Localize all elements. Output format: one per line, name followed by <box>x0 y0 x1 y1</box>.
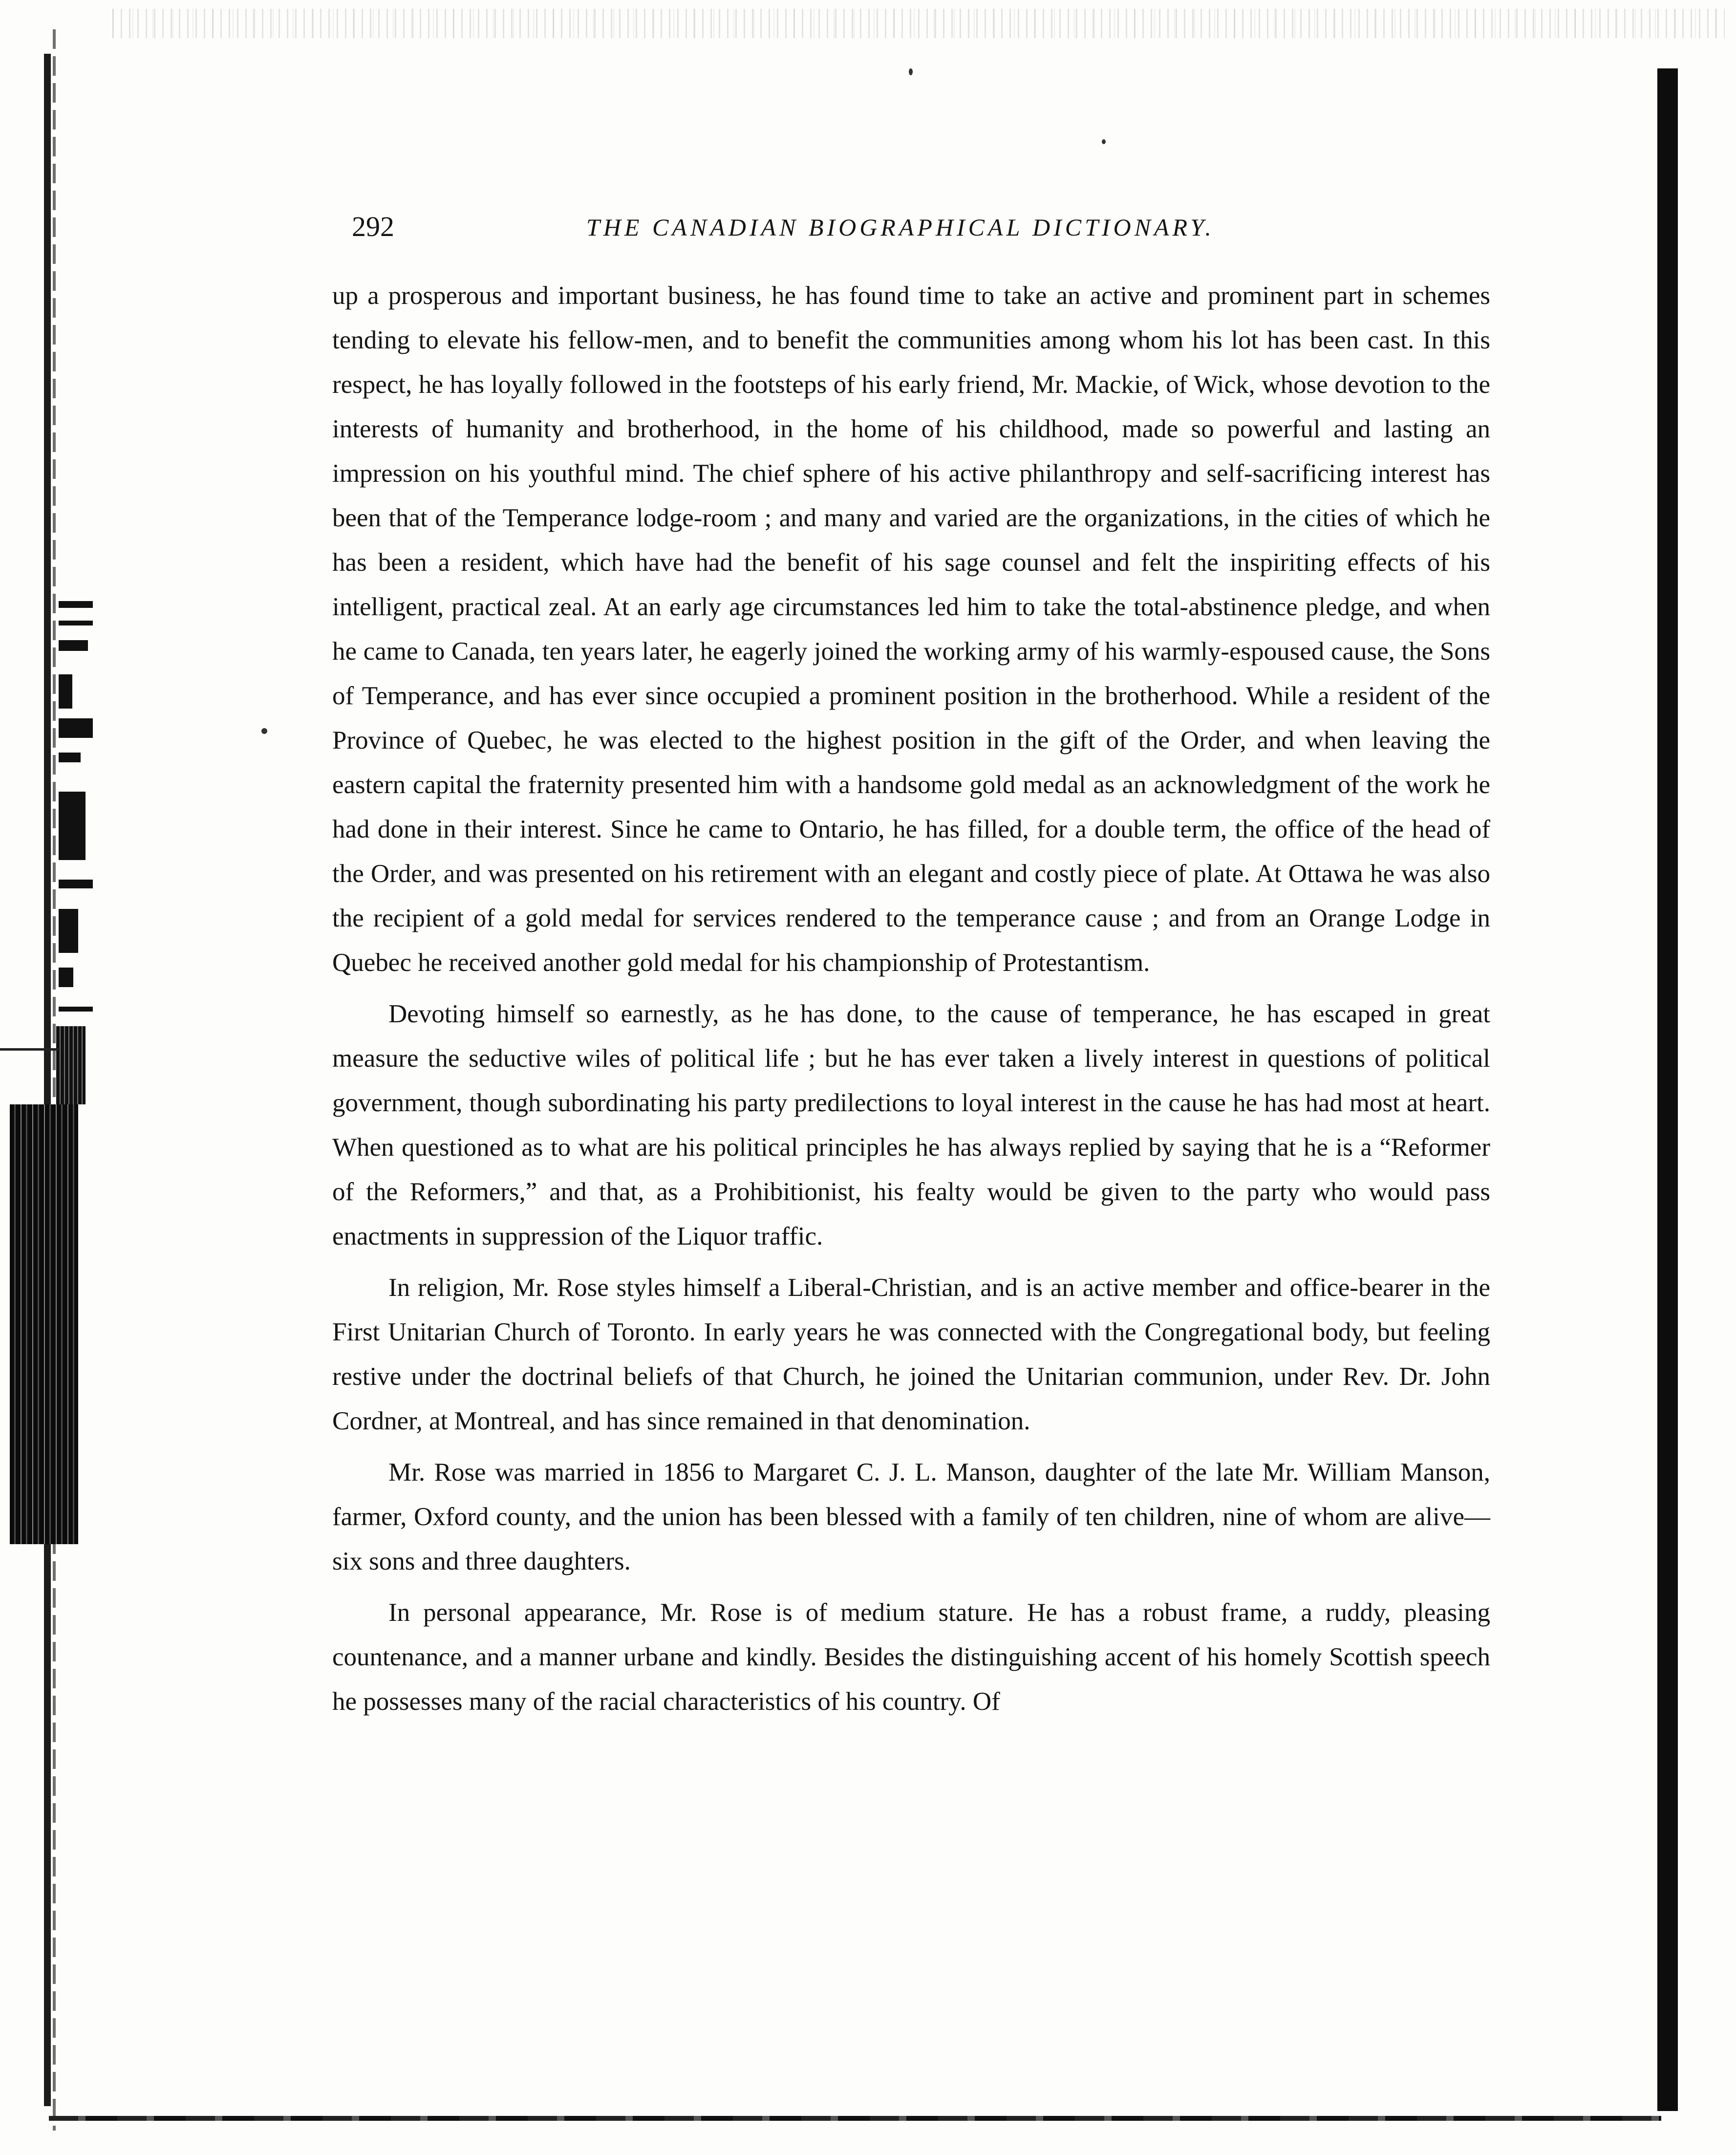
paragraph-politics: Devoting himself so earnestly, as he has done, to the cause of temperance, he has escaped in great measure the seductive wiles of political life ; but he has ever taken a lively interest in questions of political government, though subordinating his party predilections to loyal interest in the cause he has had most at heart. When questioned as to what are his political principles he has always replied by saying that he is a “Reformer of the Reformers,” and that, as a Prohibitionist, his fealty would be given to the party who would pass enactments in suppression of the Liquor traffic. <box>332 1000 1490 1250</box>
page-number: 292 <box>352 211 394 242</box>
page-border-right <box>1657 68 1678 2111</box>
speck <box>1102 139 1106 144</box>
scan-noise-top <box>112 9 1725 38</box>
paragraph-marriage: Mr. Rose was married in 1856 to Margaret C. J. L. Manson, daughter of the late Mr. William Manson, farmer, Oxford county, and the union has been blessed with a family of ten children, nine of whom are alive—six sons and three daughters. <box>332 1458 1490 1575</box>
body-text <box>332 274 1490 1731</box>
paragraph-continued: up a prosperous and important business, he has found time to take an active and prominent part in schemes tending to elevate his fellow-men, and to benefit the communities among whom his lot has been cast. In this respect, he has loyally followed in the footsteps of his early friend, Mr. Mackie, of Wick, whose devotion to the interests of humanity and brotherhood, in the home of his childhood, made so powerful and lasting an impression on his youthful mind. The chief sphere of his active philanthropy and self-sacrificing interest has been that of the Temperance lodge-room ; and many and varied are the organizations, in the cities of which he has been a resident, which have had the benefit of his sage counsel and felt the inspiriting effects of his intelligent, practical zeal. At an early age circumstances led him to take the total-abstinence pledge, and when he came to Canada, ten years later, he eagerly joined the working army of his warmly-espoused cause, the Sons of Temperance, and has ever since occupied a prominent position in the brotherhood. While a resident of the Province of Quebec, he was elected to the highest position in the gift of the Order, and when leaving the eastern capital the fraternity presented him with a handsome gold medal as an acknowledgment of the work he had done in their interest. Since he came to Ontario, he has filled, for a double term, the office of the head of the Order, and was presented on his retirement with an elegant and costly piece of plate. At Ottawa he was also the recipient of a gold medal for services rendered to the temperance cause ; and from an Orange Lodge in Quebec he received another gold medal for his championship of Protestantism. <box>332 281 1490 977</box>
binding-edge-left <box>44 54 51 2106</box>
speck <box>261 728 267 734</box>
binding-edge-shadow <box>53 29 56 2131</box>
paragraph-appearance: In personal appearance, Mr. Rose is of medium stature. He has a robust frame, a ruddy, pleasing countenance, and a manner urbane and kindly. Besides the distinguishing accent of his homely Scottish speech he possesses many of the racial characteristics of his country. Of <box>332 1598 1490 1716</box>
margin-tab-marks <box>59 586 112 1564</box>
paragraph-religion: In religion, Mr. Rose styles himself a Liberal-Christian, and is an active member and office-bearer in the First Unitarian Church of Toronto. In early years he was connected with the Congregational body, but feeling restive under the doctrinal beliefs of that Church, he joined the Unitarian communion, under Rev. Dr. John Cordner, at Montreal, and has since remained in that denomination. <box>332 1273 1490 1435</box>
scan-artifact-line <box>0 1048 59 1051</box>
speck <box>909 68 913 75</box>
page-border-bottom <box>49 2116 1661 2121</box>
running-title: THE CANADIAN BIOGRAPHICAL DICTIONARY. <box>586 214 1215 241</box>
page-header <box>352 210 1485 254</box>
